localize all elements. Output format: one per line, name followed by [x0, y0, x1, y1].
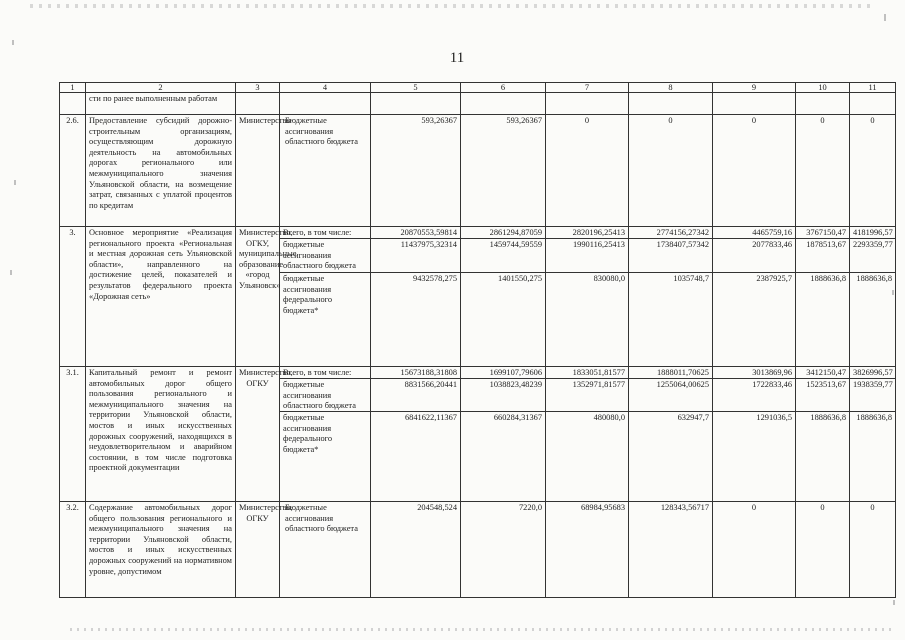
- value-cell: [546, 93, 629, 115]
- value-line: 2820196,25413: [572, 228, 625, 237]
- value-cell: [713, 367, 796, 502]
- scan-mark: [893, 600, 895, 605]
- value-line: 1401550,275: [461, 272, 545, 286]
- source-line: бюджетные ассигнования областного бюджета: [280, 238, 370, 272]
- value-cell: 0: [629, 115, 713, 227]
- value-cell: [713, 93, 796, 115]
- executor: Министерство: [236, 115, 280, 227]
- table-row: [60, 502, 896, 598]
- value-line: 660284,31367: [461, 411, 545, 425]
- header-cell: 8: [629, 83, 713, 93]
- value-line: 1990116,25413: [546, 238, 628, 272]
- value-line: 1833051,81577: [572, 368, 625, 377]
- value-line: 4181996,57: [853, 228, 893, 237]
- value-cell: 68984,95683: [546, 502, 629, 598]
- header-cell: 4: [280, 83, 371, 93]
- value-line: 1291036,5: [713, 411, 795, 425]
- scan-edge-top: [30, 4, 875, 8]
- value-line: 1738407,57342: [629, 238, 712, 272]
- funding-source: [280, 227, 371, 367]
- value-cell: [850, 227, 896, 367]
- value-line: 1523513,67: [796, 378, 849, 411]
- activity-description: Основное мероприятие «Реализация регионального проекта «Региональная и местная дорожная сеть Ульяновской области», направленного на достижение целей, показателей и результатов федерального проекта «Дорожная сеть»: [86, 227, 236, 367]
- value-cell: [546, 367, 629, 502]
- row-number: 3.1.: [60, 367, 86, 502]
- source-line: бюджетные ассигнования федерального бюджета*: [280, 411, 370, 456]
- value-line: 2387925,7: [713, 272, 795, 286]
- value-line: 1888636,8: [850, 411, 895, 425]
- value-line: 1459744,59559: [461, 238, 545, 272]
- value-line: 8831566,20441: [371, 378, 460, 411]
- value-line: 1878513,67: [796, 238, 849, 272]
- value-line: 1255064,00625: [629, 378, 712, 411]
- scan-mark: [884, 14, 886, 21]
- header-cell: 5: [371, 83, 461, 93]
- header-cell: 3: [236, 83, 280, 93]
- value-line: 3412150,47: [806, 368, 846, 377]
- value-cell: 0: [796, 502, 850, 598]
- table-row: [60, 227, 896, 367]
- row-number-cell: [60, 93, 86, 115]
- value-line: 1888011,70625: [656, 368, 709, 377]
- value-cell: [796, 367, 850, 502]
- source-cell: [280, 93, 371, 115]
- budget-table: [59, 82, 896, 598]
- value-line: 1722833,46: [713, 378, 795, 411]
- value-cell: 0: [713, 502, 796, 598]
- page-number: 11: [449, 50, 465, 66]
- value-line: 11437975,32314: [371, 238, 460, 272]
- value-cell: 593,26367: [461, 115, 546, 227]
- value-cell: [371, 93, 461, 115]
- value-line: 6841622,11367: [371, 411, 460, 425]
- value-cell: [461, 93, 546, 115]
- activity-description: Предоставление субсидий дорожно-строительным организациям, осуществляющим дорожную деятельность на автомобильных дорогах регионального или межмуниципального значения Ульяновской области, на возмещение затрат, связанных с уплатой процентов по кредитам: [86, 115, 236, 227]
- value-line: 1352971,81577: [546, 378, 628, 411]
- table-row: [60, 115, 896, 227]
- value-cell: [796, 93, 850, 115]
- value-cell: [629, 227, 713, 367]
- value-line: 1888636,8: [796, 411, 849, 425]
- executor-cell: [236, 93, 280, 115]
- value-cell: [629, 93, 713, 115]
- value-cell: [850, 367, 896, 502]
- value-cell: 0: [850, 115, 896, 227]
- value-cell: [371, 367, 461, 502]
- value-cell: 0: [713, 115, 796, 227]
- scan-edge-bottom: [70, 628, 895, 631]
- value-cell: [629, 367, 713, 502]
- value-cell: 0: [850, 502, 896, 598]
- activity-description: Капитальный ремонт и ремонт автомобильных дорог общего пользования регионального и межмуниципального значения на территории Ульяновской области, мостов и иных искусственных дорожных сооружений, находящихся в неудовлетворительном и аварийном состоянии, в том числе подготовка проектной документации: [86, 367, 236, 502]
- funding-source: Бюджетные ассигнования областного бюджета: [280, 115, 371, 227]
- value-line: 632947,7: [629, 411, 712, 425]
- value-line: 830080,0: [546, 272, 628, 286]
- executor: Министерство, ОГКУ: [236, 502, 280, 598]
- source-line: Всего, в том числе:: [283, 228, 352, 237]
- source-line: бюджетные ассигнования областного бюджета: [280, 378, 370, 411]
- value-cell: [546, 227, 629, 367]
- value-cell: 0: [796, 115, 850, 227]
- value-line: 1938359,77: [850, 378, 895, 411]
- value-line: 2077833,46: [713, 238, 795, 272]
- value-line: 2861294,87059: [489, 228, 542, 237]
- value-cell: 593,26367: [371, 115, 461, 227]
- row-number: 3.2.: [60, 502, 86, 598]
- row-number: 3.: [60, 227, 86, 367]
- value-line: 9432578,275: [371, 272, 460, 286]
- activity-description: Содержание автомобильных дорог общего пользования регионального и межмуниципального значения на территории Ульяновской области, мостов и иных искусственных дорожных сооружений на нормативном уровне, допустимом: [86, 502, 236, 598]
- value-line: 4465759,16: [752, 228, 792, 237]
- value-cell: [713, 227, 796, 367]
- value-line: 1038823,48239: [461, 378, 545, 411]
- value-line: 1035748,7: [629, 272, 712, 286]
- header-cell: 11: [850, 83, 896, 93]
- scan-mark: [14, 180, 16, 185]
- value-line: 1699107,79606: [489, 368, 542, 377]
- source-line: бюджетные ассигнования федерального бюджета*: [280, 272, 370, 317]
- value-cell: 7220,0: [461, 502, 546, 598]
- value-line: 3013869,96: [752, 368, 792, 377]
- value-line: 20870553,59814: [400, 228, 457, 237]
- activity-description: сти по ранее выполненным работам: [86, 93, 236, 115]
- header-cell: 1: [60, 83, 86, 93]
- value-line: 1888636,8: [850, 272, 895, 286]
- funding-source: [280, 367, 371, 502]
- value-line: 3826996,57: [853, 368, 893, 377]
- header-cell: 10: [796, 83, 850, 93]
- header-cell: 9: [713, 83, 796, 93]
- source-line: Всего, в том числе:: [283, 368, 352, 377]
- executor: Министерство, ОГКУ, муниципальные образование «город Ульяновск»: [236, 227, 280, 367]
- value-cell: 204548,524: [371, 502, 461, 598]
- value-cell: [461, 367, 546, 502]
- executor: Министерство, ОГКУ: [236, 367, 280, 502]
- table-row: [60, 93, 896, 115]
- scan-mark: [10, 270, 12, 275]
- value-cell: 128343,56717: [629, 502, 713, 598]
- scan-mark: [12, 40, 14, 45]
- header-cell: 6: [461, 83, 546, 93]
- value-cell: [850, 93, 896, 115]
- value-line: 3767150,47: [806, 228, 846, 237]
- funding-source: Бюджетные ассигнования областного бюджета: [280, 502, 371, 598]
- value-cell: 0: [546, 115, 629, 227]
- value-cell: [796, 227, 850, 367]
- table-row: [60, 367, 896, 502]
- header-row: [60, 83, 896, 93]
- value-line: 15673188,31808: [400, 368, 457, 377]
- value-cell: [461, 227, 546, 367]
- value-line: 2293359,77: [850, 238, 895, 272]
- value-line: 2774156,27342: [656, 228, 709, 237]
- header-cell: 2: [86, 83, 236, 93]
- header-cell: 7: [546, 83, 629, 93]
- value-line: 1888636,8: [796, 272, 849, 286]
- value-cell: [371, 227, 461, 367]
- row-number: 2.6.: [60, 115, 86, 227]
- value-line: 480080,0: [546, 411, 628, 425]
